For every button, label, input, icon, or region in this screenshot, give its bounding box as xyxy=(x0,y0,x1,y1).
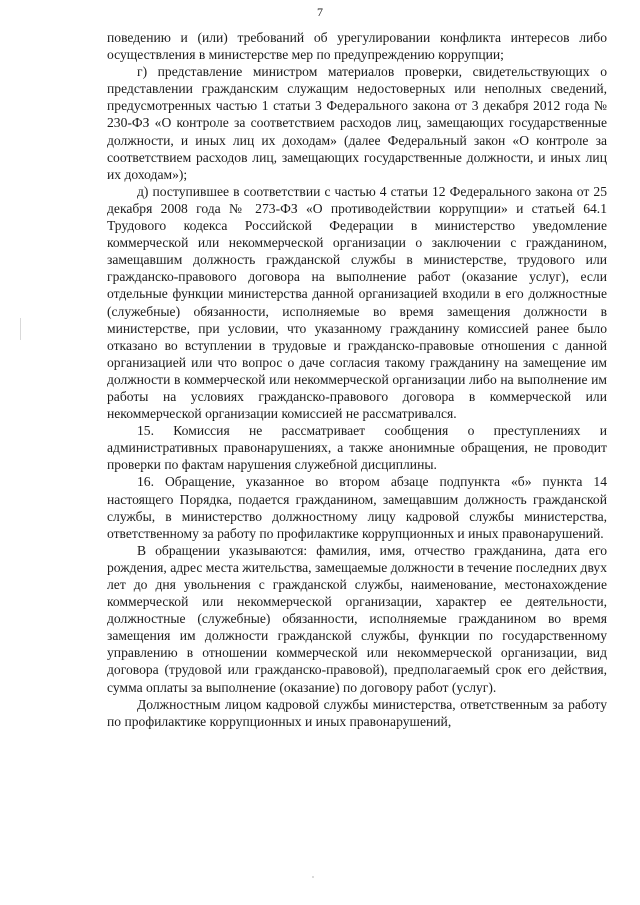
scan-speck xyxy=(312,876,314,878)
document-body xyxy=(107,29,607,730)
paragraph-appeal-contents: В обращении указываются: фамилия, имя, отчество гражданина, дата его рождения, адрес места жительства, замещаемые должности в течение последних двух лет до дня увольнения с гражданской службы, наименование, местонахождение коммерческой или некоммерческой организации, характер ее деятельности, должностные (служебные) обязанности, исполняемые гражданином во время замещения им должности гражданской службы, функции по государственному управлению в отношении коммерческой или некоммерческой организации, вид договора (трудовой или гражданско-правовой), предполагаемый срок его действия, сумма оплаты за выполнение (оказание) по договору работ (услуг). xyxy=(107,542,607,695)
paragraph-subitem-d: д) поступившее в соответствии с частью 4 статьи 12 Федерального закона от 25 декабря 2008 года № 273-ФЗ «О противодействии коррупции» и статьей 64.1 Трудового кодекса Российской Федерации в министерство уведомление коммерческой или некоммерческой организации о заключении с гражданином, замещавшим должность гражданской службы в министерстве, трудового или гражданско-правового договора на выполнение работ (оказание услуг), если отдельные функции министерства данной организацией входили в его должностные (служебные) обязанности, исполняемые во время замещения должности в министерстве, при условии, что указанному гражданину комиссией ранее было отказано во вступлении в трудовые и гражданско-правовые отношения с данной организацией или что вопрос о даче согласия такому гражданину на замещение им должности в коммерческой или некоммерческой организации либо на выполнение им работы на условиях гражданско-правового договора в коммерческой или некоммерческой организации комиссией не рассматривался. xyxy=(107,183,607,422)
paragraph-item-15: 15. Комиссия не рассматривает сообщения о преступлениях и административных правонарушениях, а также анонимные обращения, не проводит проверки по фактам нарушения служебной дисциплины. xyxy=(107,423,607,473)
page-number: 7 xyxy=(317,5,323,19)
paragraph-subitem-g: г) представление министром материалов проверки, свидетельствующих о представлении гражданским служащим недостоверных или неполных сведений, предусмотренных частью 1 статьи 3 Федерального закона от 3 декабря 2012 года № 230-ФЗ «О контроле за соответствием расходов лиц, замещающих государственные должности, и иных лиц их доходам» (далее Федеральный закон «О контроле за соответствием расходов лиц, замещающих государственные должности, и иных лиц их доходам»); xyxy=(107,64,607,182)
paragraph-hr-officer: Должностным лицом кадровой службы министерства, ответственным за работу по профилактике коррупционных и иных правонарушений, xyxy=(107,696,607,729)
scan-margin-mark xyxy=(20,318,21,340)
paragraph-item-16: 16. Обращение, указанное во втором абзаце подпункта «б» пункта 14 настоящего Порядка, подается гражданином, замещавшим должность гражданской службы, в министерство должностному лицу кадровой службы министерства, ответственному за работу по профилактике коррупционных и иных правонарушений. xyxy=(107,474,607,541)
paragraph-continuation: поведению и (или) требований об урегулировании конфликта интересов либо осуществления в министерстве мер по предупреждению коррупции; xyxy=(107,30,607,63)
